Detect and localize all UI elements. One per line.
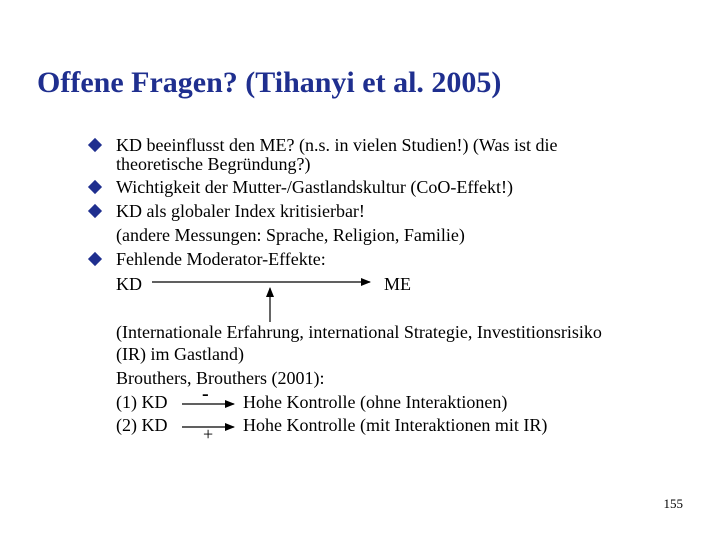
moderators-line-2: (IR) im Gastland) <box>116 344 244 364</box>
page-number: 155 <box>663 496 683 511</box>
relation-1-prefix: (1) KD <box>116 392 168 412</box>
relation-2-prefix: (2) KD <box>116 415 168 435</box>
bullet-2-line-1: Wichtigkeit der Mutter-/Gastlandskultur (CoO-Effekt!) <box>116 177 513 197</box>
bullet-4-line-1: Fehlende Moderator-Effekte: <box>116 249 326 269</box>
diagram-me-label: ME <box>384 274 411 294</box>
bullet-1-line-2: theoretische Begründung?) <box>116 154 311 174</box>
relation-1-text: Hohe Kontrolle (ohne Interaktionen) <box>243 392 508 412</box>
diagram-kd-label: KD <box>116 274 142 294</box>
slide-title: Offene Fragen? (Tihanyi et al. 2005) <box>37 66 502 99</box>
relation-1-sign: - <box>202 383 209 405</box>
relation-2-sign: + <box>203 424 214 444</box>
bullet-3-line-2: (andere Messungen: Sprache, Religion, Familie) <box>116 225 465 245</box>
bullet-3-line-1: KD als globaler Index kritisierbar! <box>116 201 365 221</box>
citation-line: Brouthers, Brouthers (2001): <box>116 368 325 388</box>
moderators-line-1: (Internationale Erfahrung, international Strategie, Investitionsrisiko <box>116 322 602 342</box>
bullet-1-line-1: KD beeinflusst den ME? (n.s. in vielen Studien!) (Was ist die <box>116 135 558 155</box>
relation-2-text: Hohe Kontrolle (mit Interaktionen mit IR) <box>243 415 548 435</box>
